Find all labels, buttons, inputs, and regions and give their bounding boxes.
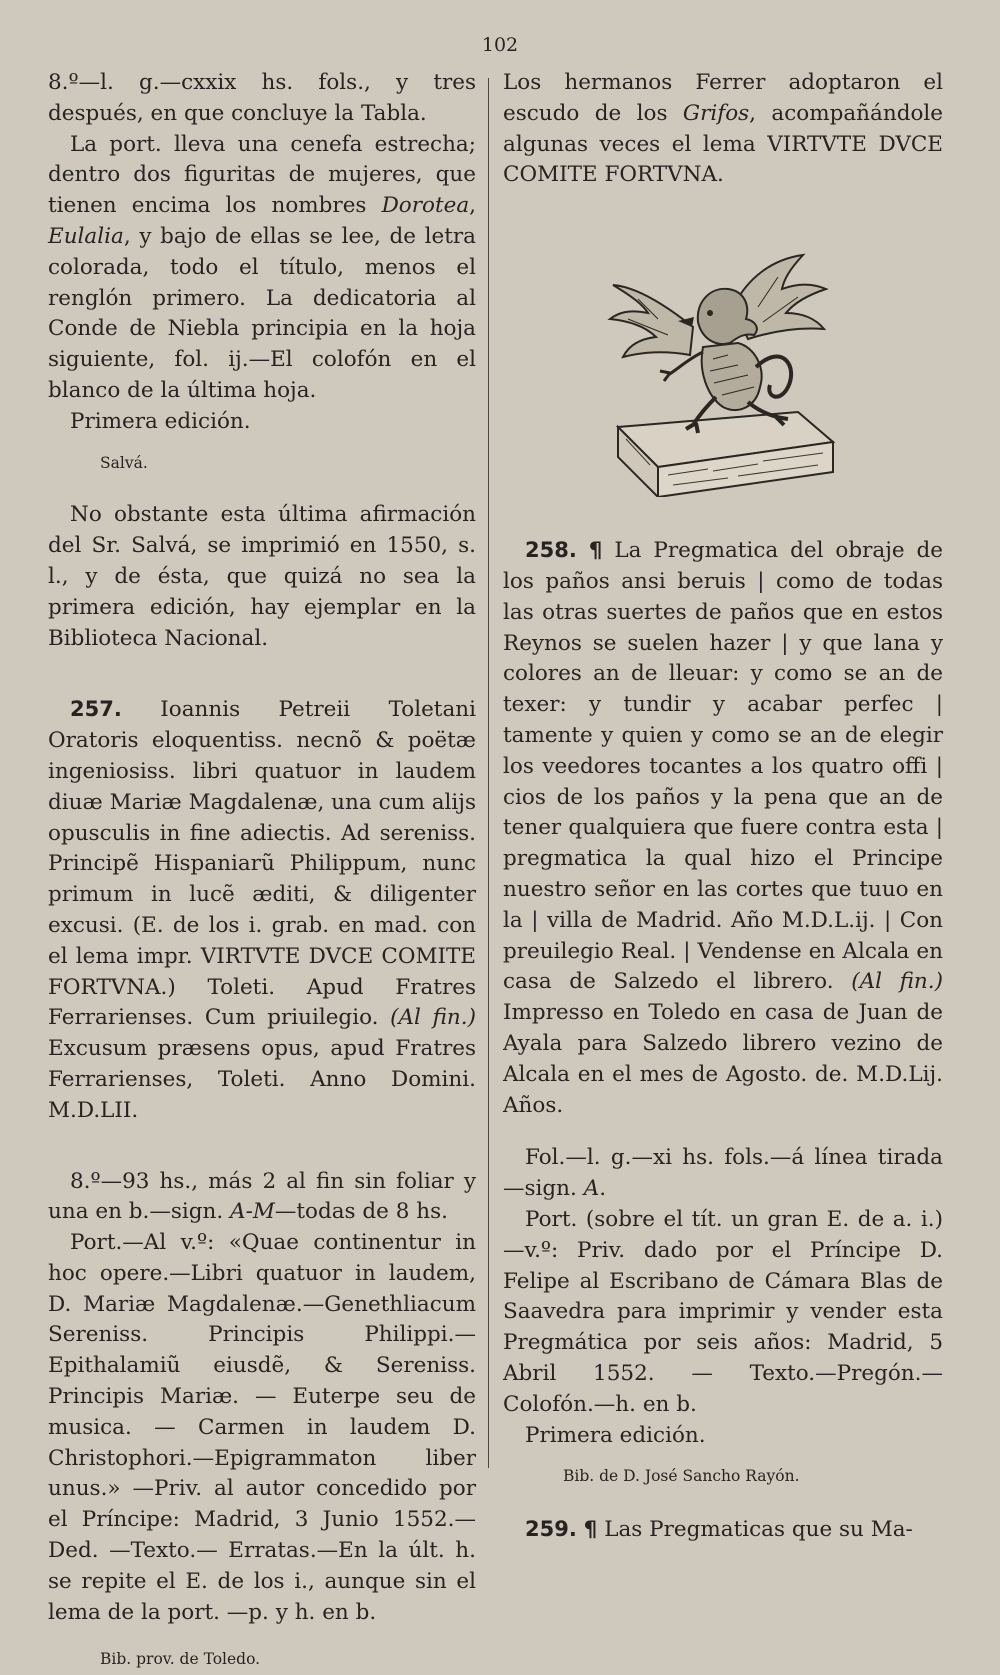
griffin-icon — [598, 247, 848, 497]
entry-258-edition-note: Primera edición. — [525, 1422, 706, 1448]
source-signature-sancho-rayon: Bib. de D. José Sancho Rayón. — [563, 1467, 800, 1486]
entry-number: 259. — [525, 1517, 577, 1542]
entry-number: 257. — [70, 697, 122, 722]
entry-number: 258. — [525, 538, 577, 563]
printers-device-note: Los hermanos Ferrer adoptaron el escudo de los Grifos, acompañándole algunas veces el lema VIRTVTE DVCE COMITE FORTVNA. — [503, 70, 943, 188]
entry-257-contents: Port.—Al v.º: «Quae continentur in hoc opere.—Libri quatuor in laudem, D. Mariæ Magdalenæ.—Genethliacum Sereniss. Principis Philippi.—Epithalamiũ eiusdẽ, & Sereniss. Principis Mariæ. — Euterpe seu de musica. — Carmen in laudem D. Christophori.—Epigrammaton liber unus.» —Priv. al autor concedido por el Príncipe: Madrid, 3 Junio 1552.—Ded. —Texto.— Erratas.—En la últ. h. se repite el E. de los i., aunque sin el lema de la port. —p. y h. en b. — [48, 1230, 476, 1625]
column-divider — [488, 78, 489, 1468]
edition-note: Primera edición. — [70, 408, 251, 434]
entry-257-title: 257. Ioannis Petreii Toletani Oratoris eloquentiss. necnõ & poëtæ ingeniosiss. libri quatuor in laudem diuæ Mariæ Magdalenæ, una cum alijs opusculis in fine adiectis. Ad sereniss. Principẽ Hispaniarũ Philippum, nunc primum in lucẽ æditi, & diligenter excusi. (E. de los i. grab. en mad. con el lema impr. VIRTVTE DVCE COMITE FORTVNA.) Toleti. Apud Fratres Ferrarienses. Cum priuilegio. (Al fin.) Excusum præsens opus, apud Fratres Ferrarienses, Toleti. Anno Domini. M.D.LII. — [48, 697, 476, 1123]
source-signature-toledo: Bib. prov. de Toledo. — [100, 1650, 261, 1669]
left-column — [48, 68, 476, 1675]
right-column — [503, 68, 943, 1546]
entry-257-collation: 8.º—93 hs., más 2 al fin sin foliar y una en b.—sign. A-M—todas de 8 hs. — [48, 1168, 476, 1225]
entry-258-collation: Fol.—l. g.—xi hs. fols.—á línea tirada —sign. A. — [503, 1145, 943, 1202]
title-page-description: La port. lleva una cenefa estrecha; dentro dos figuritas de mujeres, que tienen encima los nombres Dorotea, Eulalia, y bajo de ellas se lee, de letra colorada, todo el título, menos el renglón primero. La dedicatoria al Conde de Niebla principia en la hoja siguiente, fol. ij.—El colofón en el blanco de la última hoja. — [48, 131, 476, 403]
page-number: 102 — [481, 34, 519, 56]
commentary-paragraph: No obstante esta última afirmación del Sr. Salvá, se imprimió en 1550, s. l., y de ésta, que quizá no sea la primera edición, hay ejemplar en la Biblioteca Nacional. — [48, 502, 476, 651]
entry-258-title: 258. ¶ La Pregmatica del obraje de los paños ansi beruis | como de todas las otras suertes de paños que en estos Reynos se suelen hazer | y que lana y colores an de lleuar: y como se an de texer: y tundir y acabar perfec | tamente y quien y como se an de elegir los veedores tocantes a los quatro offi | cios de los paños y la pena que an de tener qualquiera que fuere contra esta | pregmatica la qual hizo el Principe nuestro señor en las cortes que tuuo en la | villa de Madrid. Año M.D.L.ij. | Con preuilegio Real. | Vendense en Alcala en casa de Salzedo el librero. (Al fin.) Impresso en Toledo en casa de Juan de Ayala para Salzedo librero vezino de Alcala en el mes de Agosto. de. M.D.Lij. Años. — [503, 538, 943, 1118]
entry-259-title: 259. ¶ Las Pregmaticas que su Ma- — [525, 1517, 913, 1543]
source-signature-salva: Salvá. — [100, 453, 148, 472]
pilcrow-icon: ¶ — [588, 538, 603, 564]
griffin-device-figure — [503, 247, 943, 497]
pilcrow-icon: ¶ — [583, 1517, 598, 1543]
collation-paragraph: 8.º—l. g.—cxxix hs. fols., y tres después, en que concluye la Tabla. — [48, 70, 476, 126]
entry-258-contents: Port. (sobre el tít. un gran E. de a. i.)—v.º: Priv. dado por el Príncipe D. Felipe al Escribano de Cámara Blas de Saavedra para imprimir y vender esta Pregmática por seis años: Madrid, 5 Abril 1552. — Texto.—Pregón.—Colofón.—h. en b. — [503, 1206, 943, 1417]
